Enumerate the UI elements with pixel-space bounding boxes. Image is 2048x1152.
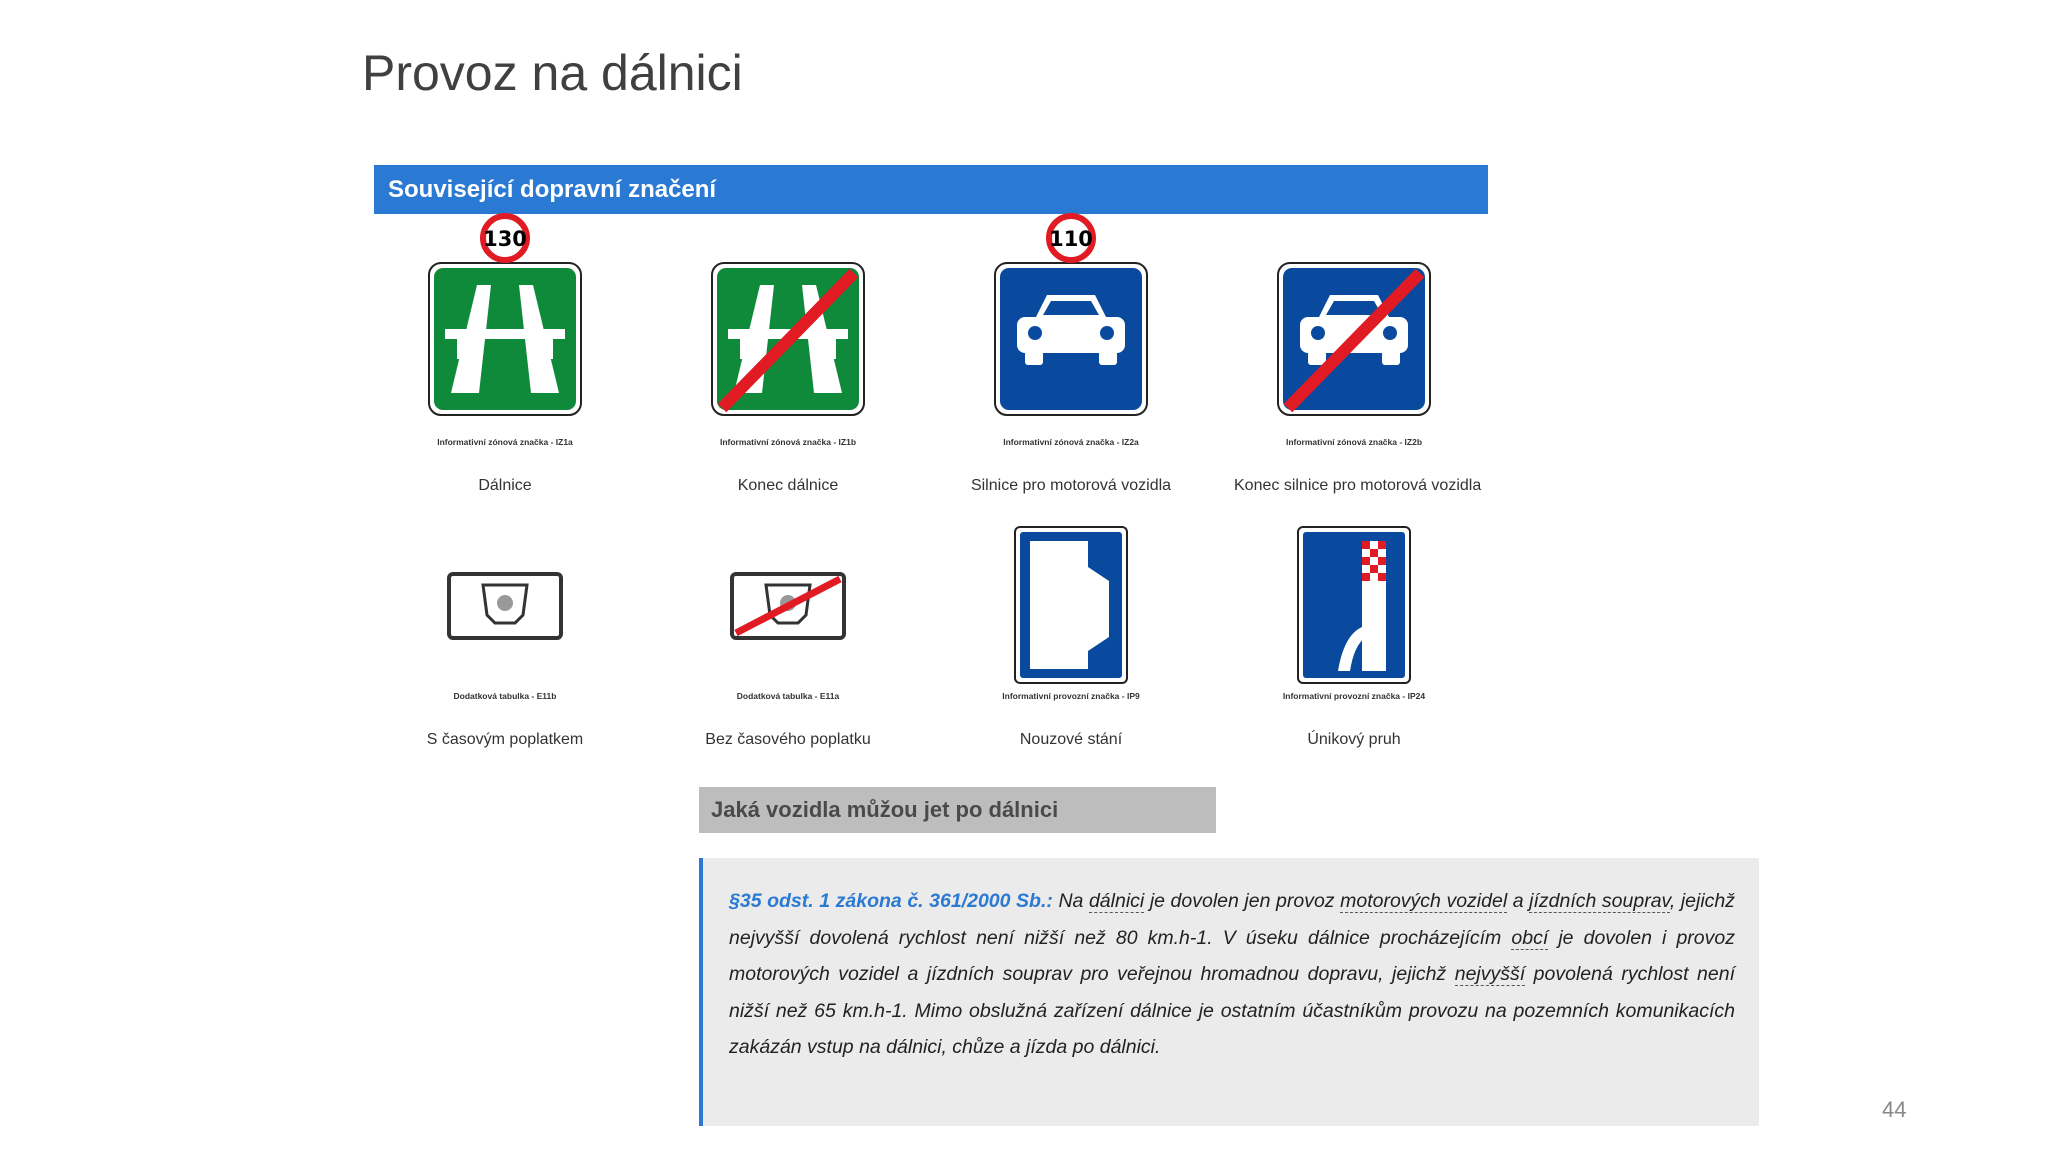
sign-code-label: Informativní zónová značka - IZ2b bbox=[1285, 437, 1423, 447]
sign-s-casovym-poplatkem bbox=[385, 517, 625, 749]
sign-code-label: Informativní zónová značka - IZ2a bbox=[1003, 437, 1139, 447]
sign-caption: Konec dálnice bbox=[737, 477, 839, 494]
toll-vignette-plate-icon bbox=[385, 517, 625, 687]
sign-code-label: Informativní zónová značka - IZ1a bbox=[437, 437, 573, 447]
section-heading: Související dopravní značení bbox=[374, 165, 1488, 214]
sign-caption: Nouzové stání bbox=[1019, 731, 1123, 748]
sign-silnice-pro-motorova-vozidla bbox=[951, 213, 1191, 495]
law-reference: §35 odst. 1 zákona č. 361/2000 Sb.: bbox=[729, 890, 1053, 912]
emergency-stop-sign-icon bbox=[951, 517, 1191, 687]
sign-caption: Silnice pro motorová vozidla bbox=[970, 477, 1172, 494]
end-of-expressway-sign-icon bbox=[1234, 213, 1474, 433]
sign-konec-silnice-pro-motorova-vozidla bbox=[1234, 213, 1482, 495]
sign-nouzove-stani bbox=[951, 517, 1191, 749]
law-text-part: je dovolen i provoz motorových vozidel a jízdních souprav pro veřejnou hromadnou dopravu, jejichž bbox=[729, 926, 1735, 985]
sign-code-label: Informativní provozní značka - IP9 bbox=[1002, 691, 1140, 701]
no-toll-vignette-plate-icon bbox=[668, 517, 908, 687]
law-text-part: Na bbox=[1058, 890, 1089, 912]
expressway-car-sign-icon bbox=[951, 213, 1191, 433]
sign-caption: Únikový pruh bbox=[1307, 731, 1401, 748]
glossary-term-motorova-vozidla[interactable]: motorových vozidel bbox=[1340, 890, 1508, 912]
glossary-term-jizdni-souprava[interactable]: jízdních souprav bbox=[1529, 890, 1670, 912]
law-paragraph bbox=[729, 883, 1735, 1066]
sign-caption: Dálnice bbox=[478, 477, 532, 494]
law-text-part: povolená rychlost není nižší než 65 km.h-1. Mimo obslužná zařízení dálnice je ostatním účastníkům provozu na pozemních komunikacích zakázán vstup na dálnici, chůze a jízda po dálnici. bbox=[729, 963, 1735, 1058]
sign-caption: Konec silnice pro motorová vozidla bbox=[1234, 477, 1482, 494]
slide-title: Provoz na dálnici bbox=[362, 45, 743, 101]
sign-code-label: Dodatková tabulka - E11a bbox=[736, 691, 840, 701]
sign-caption: Bez časového poplatku bbox=[705, 731, 871, 748]
law-text-part: , jejichž nejvyšší dovolená rychlost není nižší než 80 km.h-1. V úseku dálnice procházejícím bbox=[729, 890, 1736, 949]
sign-bez-casoveho-poplatku bbox=[668, 517, 908, 749]
page-number: 44 bbox=[1882, 1097, 1907, 1122]
escape-lane-sign-icon bbox=[1234, 517, 1474, 687]
sign-code-label: Dodatková tabulka - E11b bbox=[453, 691, 557, 701]
law-text-part: a bbox=[1507, 890, 1530, 912]
sign-unikovy-pruh bbox=[1234, 517, 1474, 749]
end-of-motorway-sign-icon bbox=[668, 213, 908, 433]
sign-code-label: Informativní provozní značka - IP24 bbox=[1282, 691, 1426, 701]
law-quote bbox=[699, 858, 1759, 1126]
svg-text:130: 130 bbox=[483, 227, 527, 251]
sign-konec-dalnice bbox=[668, 213, 908, 495]
glossary-term-obec[interactable]: obcí bbox=[1511, 926, 1549, 949]
sign-dalnice bbox=[385, 213, 625, 495]
sign-code-label: Informativní zónová značka - IZ1b bbox=[719, 437, 857, 447]
glossary-term-dalnice[interactable]: dálnici bbox=[1088, 890, 1145, 912]
motorway-sign-icon bbox=[385, 213, 625, 433]
glossary-term-nejvyssi[interactable]: nejvyšší bbox=[1454, 963, 1526, 985]
vehicles-heading: Jaká vozidla můžou jet po dálnici bbox=[699, 787, 1216, 833]
law-text-part: je dovolen jen provoz bbox=[1144, 890, 1341, 912]
svg-text:110: 110 bbox=[1049, 227, 1093, 251]
sign-caption: S časovým poplatkem bbox=[426, 731, 584, 748]
